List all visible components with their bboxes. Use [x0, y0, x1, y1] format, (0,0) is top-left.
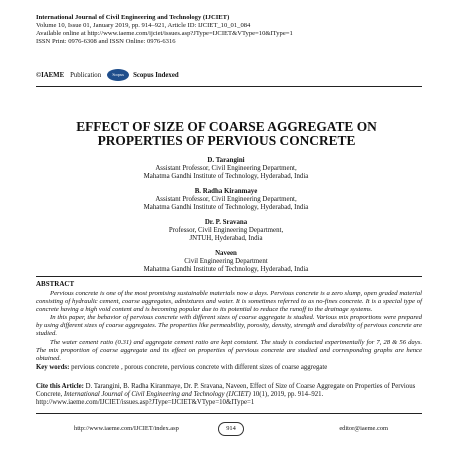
- publisher-logos: [36, 66, 426, 84]
- issn-line: ISSN Print: 0976-6308 and ISSN Online: 0976-6316: [36, 38, 176, 45]
- author-block-1: [36, 157, 416, 181]
- author-block-4: [36, 250, 416, 274]
- author-affiliation: Mahatma Gandhi Institute of Technology, Hyderabad, India: [143, 173, 309, 180]
- cite-this-article: [36, 383, 422, 407]
- author-affiliation: Mahatma Gandhi Institute of Technology, Hyderabad, India: [143, 204, 309, 211]
- author-affiliation: JNTUH, Hyderabad, India: [189, 235, 263, 242]
- publication-label: Publication: [70, 71, 102, 79]
- cite-volume: 10(1), 2019, pp. 914–921.: [252, 391, 324, 398]
- author-role: Assistant Professor, Civil Engineering Department,: [155, 196, 297, 203]
- title-line-1: EFFECT OF SIZE OF COARSE AGGREGATE ON: [76, 119, 377, 134]
- author-name: Naveen: [215, 250, 237, 257]
- abstract-paragraph-1: Pervious concrete is one of the most promising sustainable materials now a days. Pervious concrete is a zero slump, open graded material consisting of hydraulic cement, coarse aggregates, admixtures and water. It is sometimes referred to as no-fines concrete. It is a special type of concrete having a high void content and is becoming popular due to its potential to reduce the runoff to the drainage systems.: [36, 290, 422, 314]
- author-role: Civil Engineering Department: [184, 258, 268, 265]
- abstract-heading: ABSTRACT: [36, 280, 75, 288]
- author-block-3: [36, 219, 416, 243]
- abstract-bottom-rule: [36, 413, 422, 414]
- scopus-logo-icon: Scopus: [107, 69, 129, 81]
- footer-email-link[interactable]: editor@iaeme.com: [339, 425, 388, 432]
- abstract-paragraph-2: In this paper, the behavior of pervious concrete with different sizes of coarse aggregate is studied. Various mix proportions were prepared by using different sizes of coarse aggregates. The properties like permeability, porosity, density, strength and durability of pervious concrete are studied.: [36, 314, 422, 338]
- header-rule: [36, 86, 422, 87]
- paper-title: [30, 120, 423, 148]
- author-name: D. Tarangini: [207, 157, 245, 164]
- volume-line: Volume 10, Issue 01, January 2019, pp. 914–921, Article ID: IJCIET_10_01_084: [36, 22, 251, 29]
- scopus-indexed-label: Scopus Indexed: [133, 71, 179, 79]
- author-name: B. Radha Kiranmaye: [194, 188, 258, 195]
- abstract-paragraph-3: The water cement ratio (0.31) and aggregate cement ratio are kept constant. The study is conducted experimentally for 7, 28 & 56 days. The mix proportion of coarse aggregate and its effect on properties of pervious concrete are studied and corresponding graphs are hence obtained.: [36, 338, 422, 362]
- iaeme-logo: ©IAEME: [36, 71, 65, 79]
- cite-label: Cite this Article:: [36, 383, 84, 390]
- journal-header: [36, 14, 426, 46]
- journal-name: International Journal of Civil Engineering and Technology (IJCIET): [36, 14, 230, 21]
- available-online-line[interactable]: Available online at http://www.iaeme.com/ijciet/issues.asp?JType=IJCIET&VType=10&IType=1: [36, 30, 293, 37]
- author-affiliation: Mahatma Gandhi Institute of Technology, Hyderabad, India: [143, 266, 309, 273]
- page-number: 914: [218, 422, 244, 436]
- cite-url-link[interactable]: http://www.iaeme.com/IJCIET/issues.asp?JType=IJCIET&VType=10&IType=1: [36, 399, 255, 406]
- keywords-label: Key words:: [36, 364, 70, 371]
- author-role: Assistant Professor, Civil Engineering Department,: [155, 165, 297, 172]
- author-name: Dr. P. Sravana: [204, 219, 248, 226]
- author-role: Professor, Civil Engineering Department,: [168, 227, 284, 234]
- abstract-body: [36, 290, 422, 363]
- abstract-top-rule: [36, 276, 422, 277]
- title-line-2: PROPERTIES OF PERVIOUS CONCRETE: [97, 133, 356, 148]
- keywords-text: pervious concrete , porous concrete, pervious concrete with different sizes of coarse aggregate: [71, 364, 328, 371]
- footer-url-link[interactable]: http://www.iaeme.com/IJCIET/index.asp: [74, 425, 179, 432]
- page-footer: [36, 422, 422, 436]
- cite-journal: International Journal of Civil Engineering and Technology (IJCIET): [63, 391, 251, 398]
- keywords: [36, 364, 422, 372]
- author-block-2: [36, 188, 416, 212]
- cite-text: D. Tarangini, B. Radha Kiranmaye, Dr. P. Sravana, Naveen, Effect of Size of Coarse Aggregate on Properties of Pervious Concrete,: [36, 383, 416, 398]
